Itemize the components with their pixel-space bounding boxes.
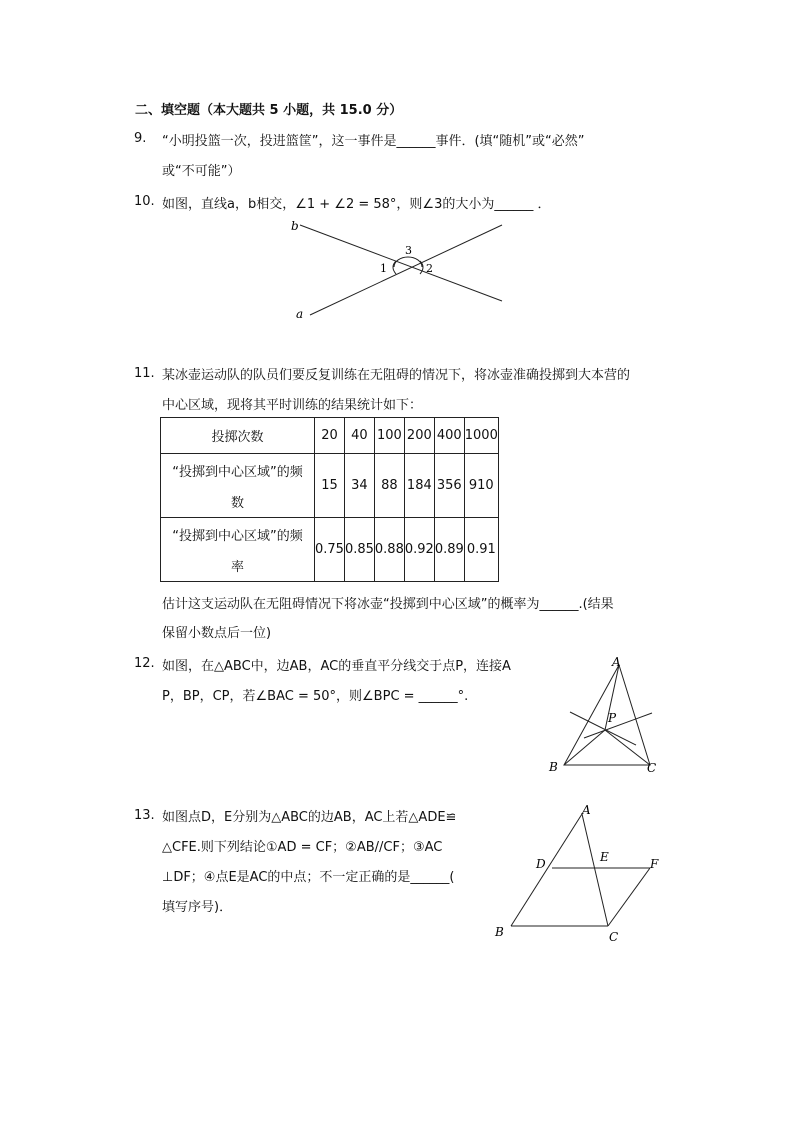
line-b [300, 225, 502, 301]
label-B: B [549, 760, 558, 774]
table-cell: 0.88 [374, 518, 404, 582]
label-A: A [582, 803, 591, 817]
table-cell: 0.85 [344, 518, 374, 582]
segment-ab [511, 814, 582, 926]
q11-table [160, 417, 499, 582]
table-cell: 0.92 [404, 518, 434, 582]
table-cell: 400 [434, 418, 464, 454]
section-title: 二、填空题（本大题共 5 小题，共 15.0 分） [135, 103, 403, 118]
q13-figure [490, 800, 670, 950]
q11-line1: 某冰壶运动队的队员们要反复训练在无阻碍的情况下，将冰壶准确投掷到大本营的 [162, 368, 631, 383]
table-row-counts [161, 418, 499, 454]
row-label-counts: 投掷次数 [161, 418, 315, 454]
q9-line2: 或“不可能”） [162, 164, 241, 179]
table-cell: 34 [344, 454, 374, 518]
label-1: 1 [380, 262, 387, 275]
q13-line2: △CFE.则下列结论①AD = CF；②AB//CF；③AC [162, 840, 443, 855]
label-b: b [291, 219, 299, 233]
q11-line4: 保留小数点后一位) [162, 626, 272, 641]
q12-line2: P，BP，CP，若∠BAC = 50°，则∠BPC = ______°. [162, 689, 469, 704]
table-cell: 88 [374, 454, 404, 518]
table-cell: 184 [404, 454, 434, 518]
row-label-line: 率 [230, 559, 244, 575]
q10-figure [280, 215, 520, 325]
table-row-freq [161, 454, 499, 518]
label-2: 2 [426, 262, 433, 275]
segment-bp [564, 730, 605, 765]
label-F: F [650, 857, 659, 871]
label-3: 3 [405, 244, 412, 257]
label-a: a [296, 307, 304, 321]
table-cell: 15 [315, 454, 345, 518]
table-cell: 200 [404, 418, 434, 454]
segment-ac [582, 814, 608, 926]
segment-cf [608, 868, 650, 926]
q13-number: 13. [134, 808, 155, 823]
table-cell: 100 [374, 418, 404, 454]
line-a [310, 225, 502, 315]
q9-number: 9. [134, 131, 147, 146]
table-row-rate [161, 518, 499, 582]
label-C: C [647, 761, 657, 775]
table-cell: 1000 [464, 418, 498, 454]
label-B: B [495, 925, 504, 939]
q13-line1: 如图点D，E分别为△ABC的边AB，AC上若△ADE≌ [162, 810, 457, 825]
label-E: E [600, 850, 609, 864]
table-cell: 0.91 [464, 518, 498, 582]
row-label-freq [161, 454, 315, 518]
table-cell: 0.89 [434, 518, 464, 582]
q12-figure [540, 650, 670, 780]
q11-line2: 中心区域，现将其平时训练的结果统计如下： [162, 398, 423, 413]
segment-cp [605, 730, 650, 765]
row-label-line: “投掷到中心区域”的频 [172, 464, 303, 480]
row-label-rate [161, 518, 315, 582]
q13-line3: ⊥DF；④点E是AC的中点；不一定正确的是______( [162, 870, 455, 885]
q12-number: 12. [134, 656, 155, 671]
table-cell: 910 [464, 454, 498, 518]
q13-line4: 填写序号)． [162, 900, 233, 915]
row-label-line: “投掷到中心区域”的频 [172, 528, 303, 544]
bisector-ac [584, 713, 652, 738]
row-label-line: 数 [230, 495, 244, 511]
q10-number: 10. [134, 194, 155, 209]
label-P: P [608, 711, 617, 725]
table-cell: 356 [434, 454, 464, 518]
q10-text: 如图，直线a，b相交，∠1 + ∠2 = 58°，则∠3的大小为______ ． [162, 197, 551, 212]
q12-line1: 如图，在△ABC中，边AB，AC的垂直平分线交于点P，连接A [162, 659, 511, 674]
table-cell: 40 [344, 418, 374, 454]
label-D: D [536, 857, 546, 871]
q11-line3: 估计这支运动队在无阻碍情况下将冰壶“投掷到中心区域”的概率为______.(结果 [162, 597, 614, 612]
q11-number: 11. [134, 366, 155, 381]
table-cell: 0.75 [315, 518, 345, 582]
q9-line1: “小明投篮一次，投进篮筐”，这一事件是______事件．(填“随机”或“必然” [162, 134, 585, 149]
bisector-ab [570, 712, 636, 745]
label-C: C [609, 930, 619, 944]
label-A: A [612, 655, 621, 669]
table-cell: 20 [315, 418, 345, 454]
